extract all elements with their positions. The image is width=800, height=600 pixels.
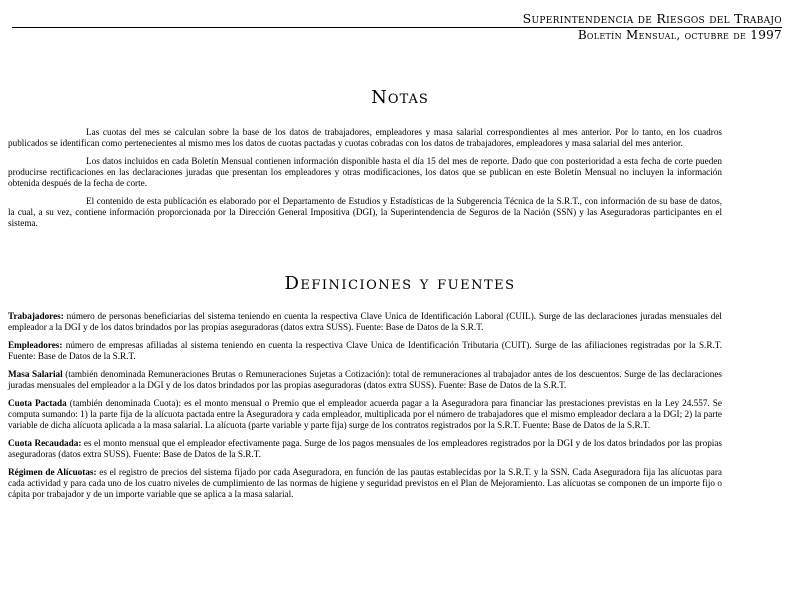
definition-term: Cuota Recaudada: — [8, 438, 82, 448]
definition-item — [8, 340, 722, 362]
definition-term: Masa Salarial — [8, 369, 63, 379]
notes-paragraph: Las cuotas del mes se calculan sobre la base de los datos de trabajadores, empleadores y masa salarial correspondientes al mes anterior. Por lo tanto, en los cuadros publicados se identifican como pertenecientes al mismo mes los datos de cuotas pactadas y cuotas cobradas con los datos de trabajadores, empleadores y masa salarial del mes anterior. — [8, 127, 722, 148]
definition-item — [8, 369, 722, 391]
definition-term: Empleadores: — [8, 340, 63, 350]
definition-item — [8, 467, 722, 500]
definition-term: Régimen de Alícuotas: — [8, 467, 97, 477]
header-line-1: Superintendencia de Riesgos del Trabajo — [522, 11, 782, 26]
definitions-title: Definiciones y fuentes — [284, 273, 516, 294]
definition-text: (también denominada Remuneraciones Brutas o Remuneraciones Sujetas a Cotización): total de remuneraciones al trabajador antes de los descuentos. Surge de las declaraciones juradas mensuales del empleador a la DGI y de los datos brindados por las propias aseguradoras (datos extra SUSS). Fuente: Base de Datos de la S.R.T. — [8, 369, 722, 390]
definition-text: número de personas beneficiarias del sistema teniendo en cuenta la respectiva Clave Unica de Identificación Laboral (CUIL). Surge de las declaraciones juradas mensuales del empleador a la DGI y de los datos brindados por las propias aseguradoras (datos extra SUSS). Fuente: Base de Datos de la S.R.T. — [8, 311, 722, 332]
notes-title: Notas — [371, 87, 429, 108]
definition-text: es el monto mensual que el empleador efectivamente paga. Surge de los pagos mensuales de los empleadores registrados por la DGI y de los datos brindados por las propias aseguradoras (datos extra SUSS). Fuente: Base de Datos de la S.R.T. — [8, 438, 722, 459]
definition-term: Trabajadores: — [8, 311, 64, 321]
definition-item — [8, 311, 722, 333]
definition-item — [8, 398, 722, 431]
definition-item — [8, 438, 722, 460]
definitions-body — [8, 311, 722, 507]
definition-term: Cuota Pactada — [8, 398, 67, 408]
header-line-2: Boletín Mensual, octubre de 1997 — [577, 28, 782, 42]
definition-text: número de empresas afiliadas al sistema teniendo en cuenta la respectiva Clave Unica de Identificación Tributaria (CUIT). Surge de las afiliaciones registradas por la S.R.T. Fuente: Base de Datos de la S.R.T. — [8, 340, 722, 361]
definition-text: es el registro de precios del sistema fijado por cada Aseguradora, en función de las pautas establecidas por la S.R.T. y la SSN. Cada Aseguradora fija las alícuotas para cada actividad y para cada uno de los cuatro niveles de cumplimiento de las normas de higiene y seguridad previstos en el Plan de Mejoramiento. Las alícuotas se componen de un importe fijo o cápita por trabajador y de un importe variable que se aplica a la masa salarial. — [8, 467, 722, 499]
notes-paragraph: Los datos incluidos en cada Boletín Mensual contienen información disponible hasta el día 15 del mes de reporte. Dado que con posterioridad a esta fecha de corte pueden producirse rectificaciones en las declaraciones juradas que presentan los empleadores y otras modificaciones, los datos que se publican en este Boletín Mensual no incluyen la información obtenida después de la fecha de corte. — [8, 156, 722, 188]
definition-text: (también denominada Cuota): es el monto mensual o Premio que el empleador acuerda pagar a la Aseguradora para financiar las prestaciones previstas en la Ley 24.557. Se computa sumando: 1) la parte fija de la alícuota pactada entre la Aseguradora y cada empleador, multiplicada por el número de trabajadores que el mismo empleador declara a la DGI; 2) la parte variable de dicha alícuota aplicada a la masa salarial. La alícuota (parte variable y parte fija) surge de los contratos registrados por la S.R.T. Fuente: Base de Datos de la S.R.T. — [8, 398, 722, 430]
notes-paragraph: El contenido de esta publicación es elaborado por el Departamento de Estudios y Estadísticas de la Subgerencia Técnica de la S.R.T., con información de su base de datos, la cual, a su vez, contiene información proporcionada por la Dirección General Impositiva (DGI), la Superintendencia de Seguros de la Nación (SSN) y las Aseguradoras participantes en el sistema. — [8, 196, 722, 228]
notes-body — [8, 127, 722, 236]
